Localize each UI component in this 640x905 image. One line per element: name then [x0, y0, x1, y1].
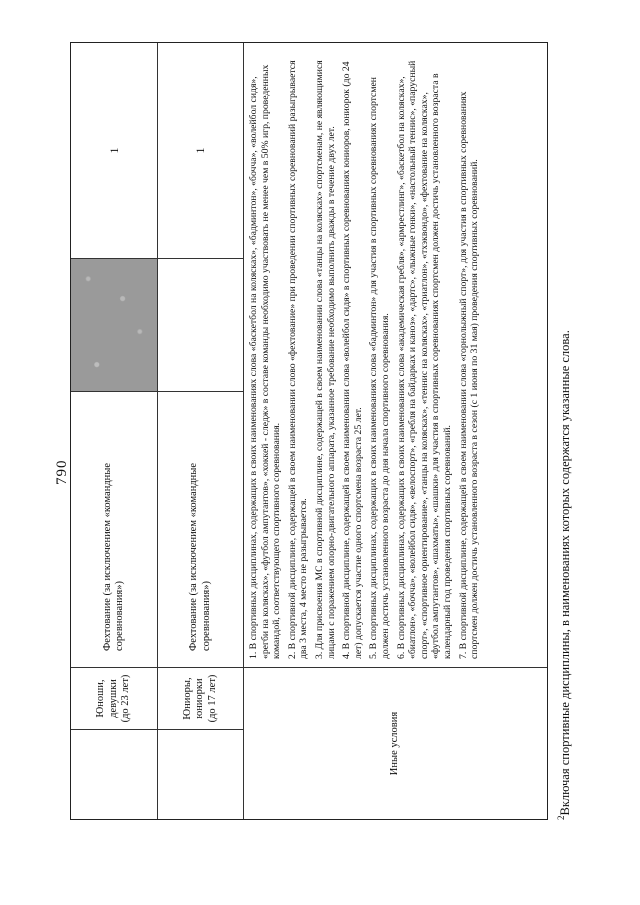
- page-number: 790: [54, 459, 70, 485]
- note-item: 7. В спортивной дисциплине, содержащей в своем наименовании слова «горнолыжный спорт», для участия в спортивных соревнованиях спортсмен должен достичь установленного возраста в сезон (с 1 июня по 31 мая) проведения спортивных соревнований.: [457, 91, 481, 659]
- requirements-table: [70, 42, 548, 820]
- note-item: 3. Для присвоения МС в спортивной дисциплине, содержащей в своем наименовании слова «танцы на колясках» спортсменам, не являющимися лицами с поражением опорно-двигательного аппарата, указанное требование необходимо выполнить дважды в течение двух лет.: [313, 60, 337, 659]
- note-item: 6. В спортивных дисциплинах, содержащих в своих наименованиях слова «академическая гребля», «армрестлинг», «баскетбол на колясках», «биатлон», «бочча», «волейбол сидя», «велоспорт», «гребля на байдарках и каноэ», «дартс», «лыжные гонки», «настольный теннис», «парусный спорт», «спортивное ориентирование», «танцы на колясках», «теннис на колясках», «триатлон», «тхэквондо», «фехтование на колясках», «футбол ампутантов», «шахматы», «шашки» для участия в спортивных соревнованиях спортсмен должен достичь установленного возраста в календарный год проведения спортивных соревнований.: [395, 60, 453, 659]
- value-cell: 1: [106, 147, 121, 154]
- shaded-cell: [71, 258, 157, 391]
- blank-cell: [158, 258, 243, 391]
- age-group-cell: Юниоры, юниорки (до 17 лет): [158, 667, 243, 729]
- table-row: [244, 43, 547, 819]
- table-row: [71, 43, 158, 819]
- age-group-cell: Юноши, девушки (до 23 лет): [71, 667, 157, 729]
- footnote: [556, 330, 573, 820]
- discipline-cell: Фехтование (за исключением «командные соревнования»): [71, 391, 157, 667]
- note-item: 1. В спортивных дисциплинах, содержащих в своих наименованиях слова «баскетбол на колясках», «бадминтон», «бочча», «волейбол сидя», «регби на колясках», «футбол ампутантов», «хоккей - следж» в составе команды необходимо участвовать не менее чем в 50% игр, проведенных командой, соответствующего спортивного соревнования.: [248, 64, 283, 659]
- conditions-notes: [244, 43, 547, 667]
- footnote-text: Включая спортивные дисциплины, в наименованиях которых содержатся указанные слова.: [558, 330, 573, 816]
- note-item: 2. В спортивной дисциплине, содержащей в своем наименовании слово «фехтование» при проведении спортивных соревнований разыгрывается два 3 места, 4 место не разыгрывается.: [286, 60, 310, 659]
- note-item: 5. В спортивных дисциплинах, содержащих в своих наименованиях слова «бадминтон» для участия в спортивных соревнованиях спортсмен должен достичь установленного возраста до дня начала спортивного соревнования.: [368, 77, 391, 659]
- other-conditions-label: Иные условия: [244, 667, 547, 819]
- discipline-cell: Фехтование (за исключением «командные соревнования»): [158, 391, 243, 667]
- blank-cell: [71, 729, 157, 819]
- table-row: [158, 43, 244, 819]
- note-item: 4. В спортивной дисциплине, содержащей в своем наименовании слова «волейбол сидя» в спортивных соревнованиях юниоров, юниорок (до 24 лет) допускается участие одного спортсмена возраста 25 лет.: [341, 61, 364, 659]
- blank-cell: [158, 729, 243, 819]
- footnote-marker: 2: [556, 815, 566, 820]
- value-cell: 1: [193, 147, 208, 154]
